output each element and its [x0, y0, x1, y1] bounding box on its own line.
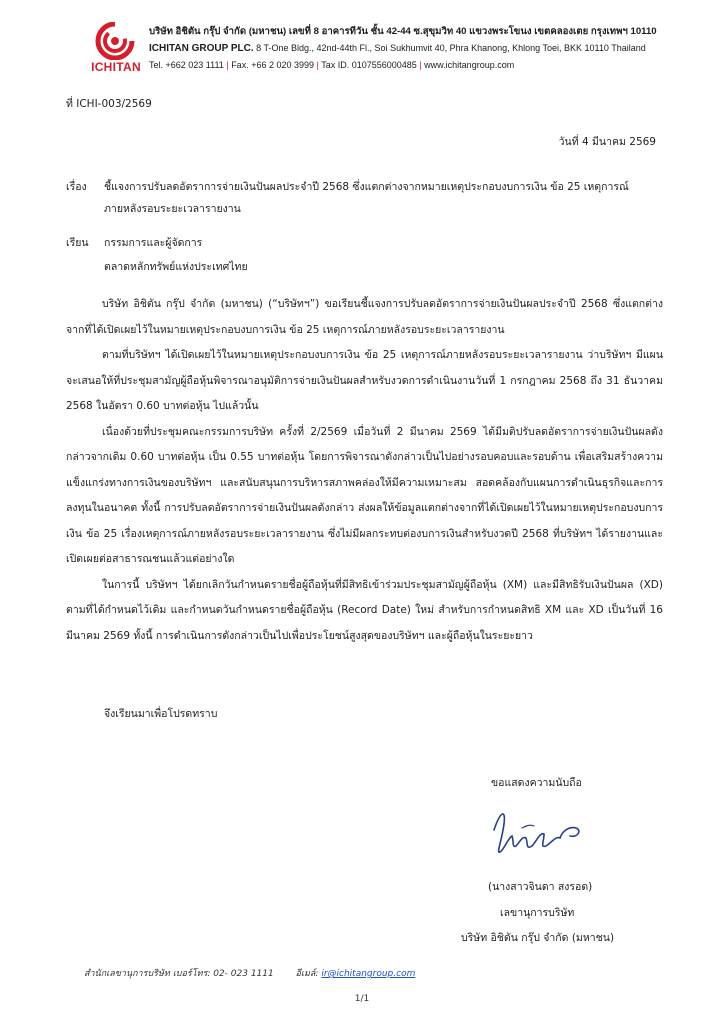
company-tax-id: Tax ID. 0107556000485 — [321, 60, 417, 70]
letter-body — [66, 292, 663, 649]
signer-title: เลขานุการบริษัท — [500, 907, 575, 919]
body-paragraph-4: ในการนี้ บริษัทฯ ได้ยกเลิกวันกำหนดรายชื่อผู้ถือหุ้นที่มีสิทธิเข้าร่วมประชุมสามัญผู้ถือหุ้น (XM) และมีสิทธิรับเงินปันผล (XD) ตามที่ได้กำหนดไว้เดิม และกำหนดวันกำหนดรายชื่อผู้ถือหุ้น (Record Date) ใหม่ สำหรับการกำหนดสิทธิ XM และ XD เป็นวันที่ 16 มีนาคม 2569 ทั้งนี้ การดำเนินการดังกล่าวเป็นไปเพื่อประโยชน์สูงสุดของบริษัทฯ และผู้ถือหุ้นในระยะยาว — [66, 578, 663, 642]
letterhead-thai-address: บริษัท อิชิตัน กรุ๊ป จำกัด (มหาชน) เลขที่ 8 อาคารทีวัน ชั้น 42-44 ซ.สุขุมวิท 40 แขวงพระโขนง เขตคลองเตย กรุงเทพฯ 10110 — [149, 26, 657, 37]
signer-company: บริษัท อิชิตัน กรุ๊ป จำกัด (มหาชน) — [461, 932, 615, 944]
company-tel: Tel. +662 023 1111 — [149, 60, 224, 70]
regards-line: ขอแสดงความนับถือ — [491, 777, 582, 789]
letter-footer — [84, 966, 415, 980]
footer-email-label: อีเมล์: — [295, 969, 319, 979]
separator: | — [226, 60, 229, 70]
signer-name: (นางสาวจินดา สงรอด) — [488, 881, 593, 893]
letter-date: วันที่ 4 มีนาคม 2569 — [558, 136, 656, 148]
company-website[interactable]: www.ichitangroup.com — [424, 60, 515, 70]
body-paragraph-2: ตามที่บริษัทฯ ได้เปิดเผยไว้ในหมายเหตุประกอบงบการเงิน ข้อ 25 เหตุการณ์ภายหลังรอบระยะเวลารายงาน ว่าบริษัทฯ มีแผนจะเสนอให้ที่ประชุมสามัญผู้ถือหุ้นพิจารณาอนุมัติการจ่ายเงินปันผลสำหรับงวดการดำเนินงานวันที่ 1 กรกฎาคม 2568 ถึง 31 ธันวาคม 2568 ในอัตรา 0.60 บาทต่อหุ้น ไปแล้วนั้น — [66, 349, 663, 412]
signature-icon — [486, 802, 596, 862]
closing-line: จึงเรียนมาเพื่อโปรดทราบ — [104, 708, 218, 720]
body-paragraph-1: บริษัท อิชิตัน กรุ๊ป จำกัด (มหาชน) (“บริษัทฯ”) ขอเรียนชี้แจงการปรับลดอัตราการจ่ายเงินปันผลประจำปี 2568 ซึ่งแตกต่างจากที่ได้เปิดเผยไว้ในหมายเหตุประกอบงบการเงิน ข้อ 25 เหตุการณ์ภายหลังรอบระยะเวลารายงาน — [66, 298, 663, 336]
body-paragraph-3: เนื่องด้วยที่ประชุมคณะกรรมการบริษัท ครั้งที่ 2/2569 เมื่อวันที่ 2 มีนาคม 2569 ได้มีมติปรับลดอัตราการจ่ายเงินปันผลดังกล่าวจากเดิม 0.60 บาทต่อหุ้น เป็น 0.55 บาทต่อหุ้น โดยการพิจารณาดังกล่าวเป็นไปอย่างรอบคอบและรอบด้าน เพื่อเสริมสร้างความแข็งแกร่งทางการเงินของบริษัทฯ และสนับสนุนการบริหารสภาพคล่องให้มีความเหมาะสม สอดคล้องกับแผนการดำเนินธุรกิจและการลงทุนในอนาคต ทั้งนี้ การปรับลดอัตราการจ่ายเงินปันผลดังกล่าว ส่งผลให้ข้อมูลแตกต่างจากที่ได้เปิดเผยไว้ในหมายเหตุประกอบงบการเงิน ข้อ 25 เรื่องเหตุการณ์ภายหลังรอบระยะเวลารายงาน ซึ่งไม่มีผลกระทบต่องบการเงินสำหรับงวดปี 2568 ที่บริษัทฯ ได้รายงานและเปิดเผยต่อสาธารณชนแล้วแต่อย่างใด — [66, 425, 663, 565]
reference-number: ที่ ICHI-003/2569 — [66, 98, 152, 110]
recipient-line-1: กรรมการและผู้จัดการ — [104, 237, 203, 249]
page-number: 1/1 — [354, 994, 370, 1004]
recipient-label: เรียน — [66, 237, 89, 249]
company-address-en: 8 T-One Bldg., 42nd-44th Fl., Soi Sukhumvit 40, Phra Khanong, Khlong Toei, BKK 10110 Thailand — [256, 43, 646, 53]
footer-email-link[interactable]: ir@ichitangroup.com — [321, 969, 416, 979]
separator: | — [419, 60, 422, 70]
footer-office: สำนักเลขานุการบริษัท เบอร์โทร: 02- 023 1111 — [84, 969, 274, 979]
company-fax: Fax. +66 2 020 3999 — [231, 60, 315, 70]
subject-label: เรื่อง — [66, 181, 87, 193]
company-name-en: ICHITAN GROUP PLC. — [149, 43, 254, 54]
subject-line-2: ภายหลังรอบระยะเวลารายงาน — [104, 203, 241, 215]
subject-line-1: ชี้แจงการปรับลดอัตราการจ่ายเงินปันผลประจำปี 2568 ซึ่งแตกต่างจากหมายเหตุประกอบงบการเงิน ข้อ 25 เหตุการณ์ — [104, 181, 629, 193]
logo-text: ICHITAN — [91, 60, 141, 74]
separator: | — [316, 60, 319, 70]
recipient-line-2: ตลาดหลักทรัพย์แห่งประเทศไทย — [104, 261, 248, 273]
